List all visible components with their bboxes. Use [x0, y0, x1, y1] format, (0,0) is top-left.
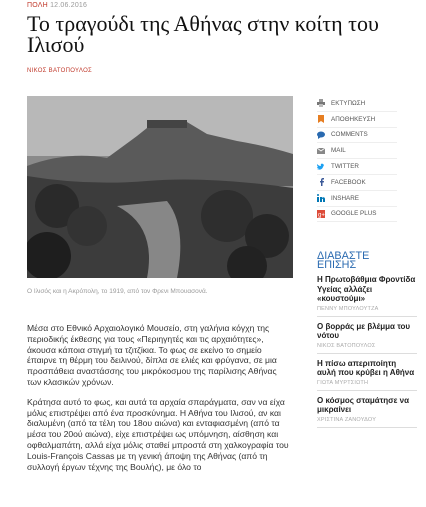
article-meta — [27, 2, 87, 9]
twitter-icon — [317, 163, 325, 171]
svg-text:g+: g+ — [318, 212, 325, 218]
facebook-button[interactable] — [317, 175, 397, 191]
body-paragraph: Κράτησα αυτό το φως, και αυτά τα αρχαία σπαράγματα, σαν να είχα μόλις επιστρέψει από ένα προσκύνημα. Η Αθήνα του Ιλισού, αν και διαλυμένη (από τα τέλη του 18ου αιώνα) και ενταφιασμένη (από τα μέσα του 20ού αιώνα), είχε επιστρέψει ως υπόμνηση, αίσθηση και οφθαλμαπάτη, αλλά είχα μόλις σταθεί μπροστά στη χαλκογραφία του Louis-François Cassas με τη γενική άποψη της Αθήνας (από τη συλλογή έργων τέχνης της Βουλής), με όλο το — [27, 396, 289, 472]
article-date: 12.06.2016 — [50, 2, 88, 9]
facebook-icon — [317, 178, 325, 186]
read-also-heading-line: ΕΠΙΣΗΣ — [317, 259, 357, 271]
related-title[interactable]: Ο βορράς με βλέμμα του νότου — [317, 321, 411, 340]
related-article[interactable] — [317, 391, 417, 428]
print-icon — [317, 99, 325, 107]
print-button[interactable] — [317, 96, 397, 112]
share-label: MAIL — [331, 147, 346, 155]
section-label[interactable]: ΠΟΛΗ — [27, 2, 48, 9]
share-label: TWITTER — [331, 163, 359, 171]
related-article[interactable] — [317, 317, 417, 354]
read-also-heading-line: ΔΙΑΒΑΣΤΕ — [317, 250, 370, 262]
related-author: ΧΡΙΣΤΙΝΑ ΖΑΝΟΥΔΟΥ — [317, 416, 377, 423]
save-button[interactable] — [317, 112, 397, 128]
article-author[interactable]: ΝΙΚΟΣ ΒΑΤΟΠΟΥΛΟΣ — [27, 68, 93, 74]
share-label: ΑΠΟΘΗΚΕΥΣΗ — [331, 115, 376, 123]
related-article[interactable] — [317, 270, 417, 317]
share-label: ΕΚΤΥΠΩΣΗ — [331, 99, 366, 107]
twitter-button[interactable] — [317, 159, 397, 175]
google-plus-icon — [317, 210, 325, 218]
related-title[interactable]: Η Πρωτοβάθμια Φροντίδα Υγείας αλλάζει «κουστούμι» — [317, 275, 416, 303]
share-toolbar — [317, 96, 397, 222]
photo-caption: Ο Ιλισός και η Ακρόπολη, το 1919, από τον Φρενι Μπουασονά. — [27, 288, 208, 295]
article-photo — [27, 96, 293, 278]
article-body — [27, 323, 293, 481]
related-title[interactable]: Ο κόσμος σταμάτησε να μικραίνει — [317, 395, 410, 414]
inshare-button[interactable] — [317, 191, 397, 207]
related-title[interactable]: Η πίσω απεριποίητη αυλή που κρύβει η Αθήνα — [317, 358, 415, 377]
linkedin-icon — [317, 194, 325, 202]
related-author: ΓΙΩΤΑ ΜΥΡΤΣΙΩΤΗ — [317, 379, 369, 386]
body-paragraph: Μέσα στο Εθνικό Αρχαιολογικό Μουσείο, στη γαλήνια κόγχη της περιοδικής έκθεσης για τους «Περιηγητές και τις αρχαιότητες», άκουσα κάποια στιγμή τα τζιτζίκια. Το φως σε εκείνο το σημείο έπαιρνε τη θέρμη του δειλινού, δίπλα σε ελιές και φρύγανα, σε μια προσπάθεια αναστάσσης του μικρόκοσμου της παρίλισης Αθήνας των κλασικών χρόνων. — [27, 323, 277, 387]
mail-icon — [317, 147, 325, 155]
google-plus-button[interactable] — [317, 207, 397, 223]
read-also-panel — [317, 252, 417, 428]
share-label: GOOGLE PLUS — [331, 210, 377, 218]
related-author: ΠΕΝΝΥ ΜΠΟΥΛΟΥΤΖΑ — [317, 305, 379, 312]
bookmark-icon — [317, 115, 325, 123]
comments-icon — [317, 131, 325, 139]
article-title: Το τραγούδι της Αθήνας στην κοίτη του Ιλισού — [27, 11, 379, 57]
comments-button[interactable] — [317, 128, 397, 144]
share-label: COMMENTS — [331, 131, 368, 139]
related-article[interactable] — [317, 354, 417, 391]
read-also-heading — [317, 252, 417, 270]
mail-button[interactable] — [317, 143, 397, 159]
share-label: FACEBOOK — [331, 178, 366, 186]
related-author: ΝΙΚΟΣ ΒΑΤΟΠΟΥΛΟΣ — [317, 342, 376, 349]
share-label: INSHARE — [331, 194, 359, 202]
